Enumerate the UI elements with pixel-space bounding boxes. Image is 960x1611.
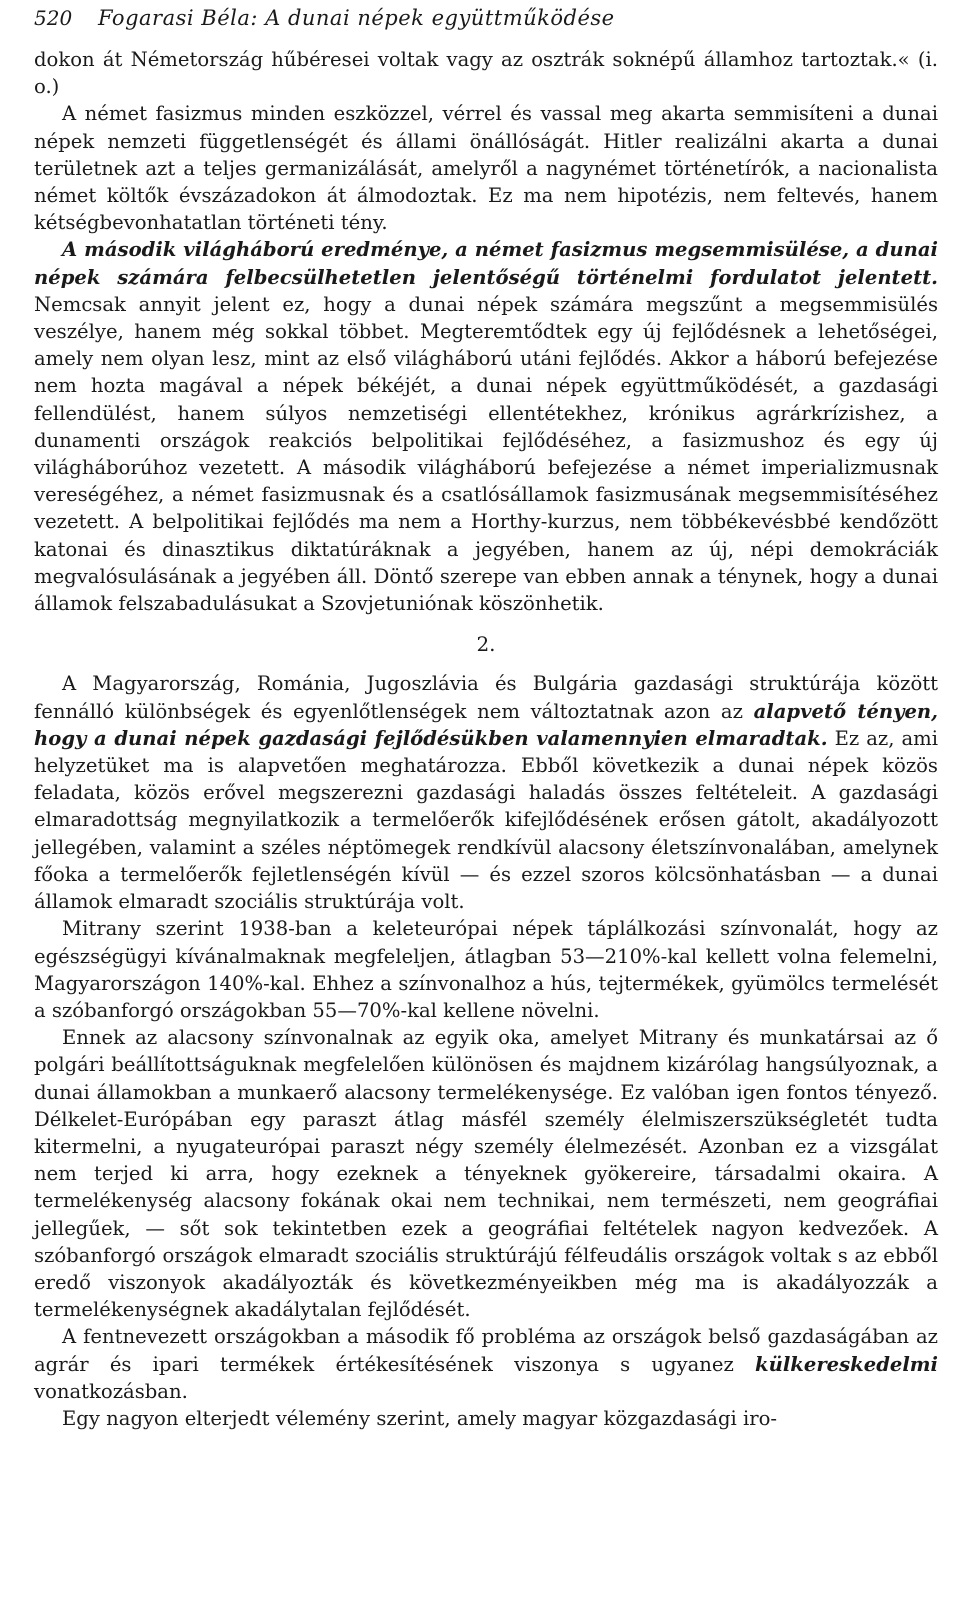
paragraph bbox=[34, 236, 938, 617]
page-number: 520 bbox=[34, 6, 73, 30]
paragraph: Egy nagyon elterjedt vélemény szerint, amely magyar közgazdasági iro- bbox=[62, 1406, 778, 1430]
paragraph bbox=[34, 1323, 938, 1405]
emphasis-text: alapvető tényen, hogy a dunai népek gazdasági fejlődésükben valamennyien elmaradtak. bbox=[34, 699, 938, 750]
section-number: 2. bbox=[476, 632, 496, 657]
body-text bbox=[34, 46, 938, 1432]
paragraph-text: vonatkozásban. bbox=[34, 1379, 188, 1403]
paragraph-text: A Magyarország, Románia, Jugoszlávia és Bulgária gazdasági struktúrája között fennálló különbségek és egyenlőtlenségek nem változtatnak azon az bbox=[34, 672, 938, 723]
paragraph-text: Nemcsak annyit jelent ez, hogy a dunai népek számára megszűnt a megsemmisülés veszélye, hanem még sokkal többet. Megteremtődtek egy új fejlődésnek a lehetőségei, amely nem olyan lesz, mint az első világháború utáni fejlődés. Akkor a háború befejezése nem hozta magával a népek békéjét, a dunai népek együttműködését, a gazdasági fellendülést, hanem súlyos nemzetiségi ellentétekhez, krónikus agrárkrízishez, a dunamenti országok reakciós belpolitikai fejlődéséhez, a fasizmushoz és egy új világháborúhoz vezetett. A második világháború befejezése a német imperializmusnak vereségéhez, a német fasizmusnak és a csatlósállamok fasizmusának megsemmisítéséhez vezetett. A belpolitikai fejlődés ma nem a Horthy-kurzus, nem többékevésbbé kendőzött katonai és dinasztikus diktatúráknak a jegyében, hanem az új, népi demokráciák megvalósulásának a jegyében áll. Döntő szerepe van ebben annak a ténynek, hogy a dunai államok felszabadulásukat a Szovjetuniónak köszönhetik. bbox=[34, 292, 938, 616]
emphasis-text: külkereskedelmi bbox=[755, 1352, 938, 1376]
paragraph-text: Ez az, ami helyzetüket ma is alapvetően meghatározza. Ebből következik a dunai népek közös feladata, közös erővel megszerezni gazdasági haladás összes feltételeit. A gazdasági elmaradottság megnyilatkozik a termelőerők kifejlődésének erősen gátolt, akadályozott jellegében, valamint a széles néptömegek rendkívül alacsony életszínvonalában, amelynek főoka a termelőerők fejletlenségén kívül — és ezzel szoros kölcsönhatásban — a dunai államok elmaradt szociális struktúrája volt. bbox=[34, 726, 938, 914]
paragraph: Mitrany szerint 1938-ban a keleteurópai népek táplálkozási színvonalát, hogy az egészségügyi kívánalmaknak megfeleljen, átlagban 53—210%-kal kellett volna felemelni, Magyarországon 140%-kal. Ehhez a színvonalhoz a hús, tejtermékek, gyümölcs termelését a szóbanforgó országokban 55—70%-kal kellene növelni. bbox=[34, 917, 938, 1022]
emphasis-text: A második világháború eredménye, a német fasizmus megsemmisülése, a dunai népek számára felbecsülhetetlen jelentőségű történelmi fordulatot jelentett. bbox=[34, 238, 938, 289]
paragraph-continuation: dokon át Németország hűbéresei voltak vagy az osztrák soknépű államhoz tartoztak.« (i. o.) bbox=[34, 48, 938, 99]
page-header bbox=[34, 0, 938, 46]
paragraph bbox=[34, 670, 938, 915]
paragraph: A német fasizmus minden eszközzel, vérrel és vassal meg akarta semmisíteni a dunai népek nemzeti függetlenségét és állami önállóságát. Hitler realizálni akarta a dunai területnek azt a teljes germanizálását, amelyről a nagynémet történetírók, a nacionalista német költők évszázadokon át álmodoztak. Ez ma nem hipotézis, nem feltevés, hanem kétségbevonhatatlan történeti tény. bbox=[34, 102, 938, 235]
running-title: Fogarasi Béla: A dunai népek együttműködése bbox=[98, 6, 615, 30]
paragraph: Ennek az alacsony színvonalnak az egyik oka, amelyet Mitrany és munkatársai az ő polgári beállítottságuknak megfelelően különösen és majdnem kizárólag hangsúlyoznak, a dunai államokban a munkaerő alacsony termelékenysége. Ez valóban igen fontos tényező. Délkelet-Európában egy paraszt átlag másfél személy élelmiszerszükségletét tudta kitermelni, a nyugateurópai paraszt négy személy élelmezését. Azonban ez a vizsgálat nem terjed ki arra, hogy ezeknek a tényeknek gyökereire, társadalmi okaira. A termelékenység alacsony fokának okai nem technikai, nem természeti, nem geográfiai jellegűek, — sőt sok tekintetben ezek a geográfiai feltételek nagyon kedvezőek. A szóbanforgó országok elmaradt szociális struktúrájú félfeudális országok voltak s az ebből eredő viszonyok akadályozták és következményeikben még ma is akadályozzák a termelékenységnek akadálytalan fejlődését. bbox=[34, 1026, 938, 1322]
paragraph-text: A fentnevezett országokban a második fő probléma az országok belső gazdaságában az agrár és ipari termékek értékesítésének viszonya s ugyanez bbox=[34, 1325, 938, 1376]
